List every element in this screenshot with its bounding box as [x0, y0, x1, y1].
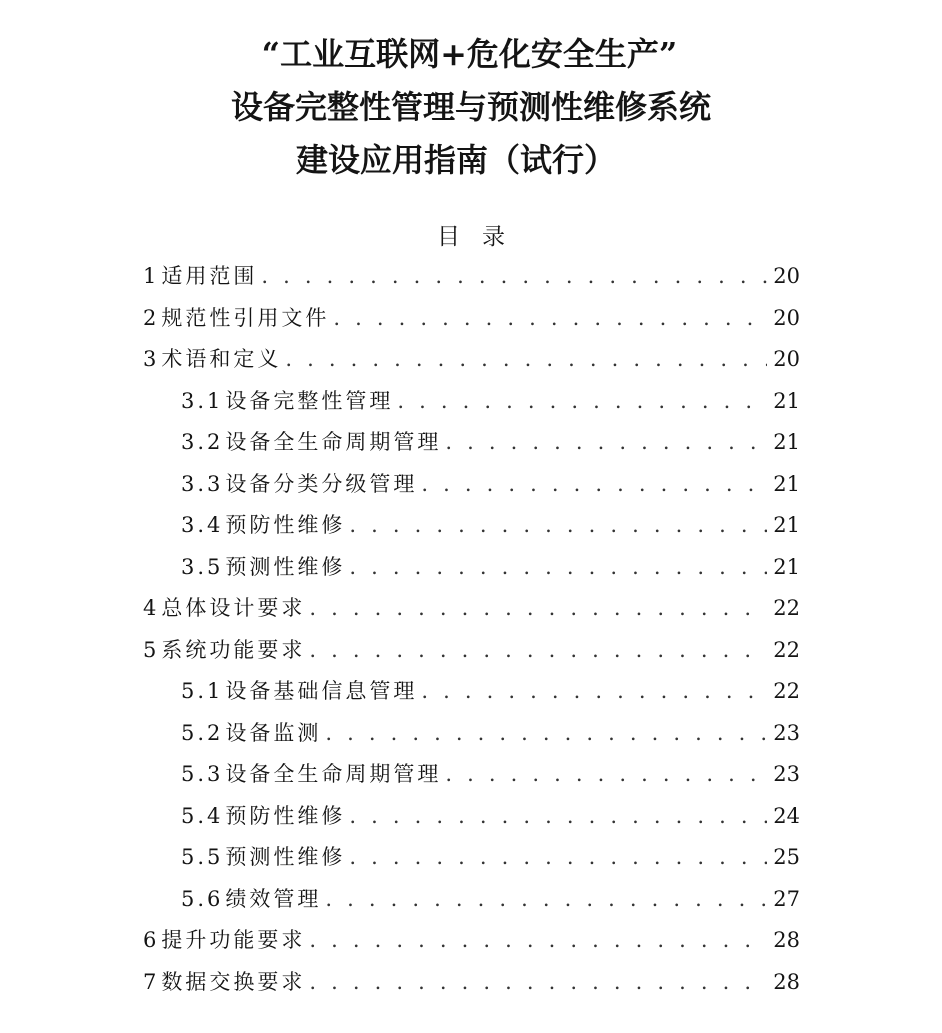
toc-page-number: 24: [773, 803, 800, 828]
dot-leader: [325, 879, 767, 921]
dot-leader: [309, 588, 767, 630]
toc-entry-number: 3.5: [181, 554, 224, 579]
toc-entry-number: 1: [143, 264, 160, 288]
toc-entry[interactable]: [143, 381, 800, 423]
toc-entry-label: 术语和定义: [161, 347, 282, 371]
toc-entry[interactable]: [143, 298, 800, 340]
toc-entry-number: 5: [143, 637, 160, 662]
toc-entry-title: [143, 920, 305, 962]
toc-entry-label: 预测性维修: [225, 554, 346, 579]
toc-entry-title: [143, 339, 281, 381]
toc-page-number: 21: [773, 430, 800, 454]
toc-entry-number: 3.2: [181, 430, 224, 454]
title-line-2: 设备完整性管理与预测性维修系统: [230, 88, 711, 126]
toc-page-number: 22: [773, 679, 800, 703]
toc-entry-label: 系统功能要求: [161, 637, 306, 662]
toc-entry-number: 3: [143, 347, 160, 371]
toc-entry-number: 6: [143, 928, 160, 952]
toc-entry-label: 预防性维修: [225, 513, 346, 537]
toc-entry-number: 3.1: [181, 388, 224, 413]
title-line-1: “工业互联网+危化安全生产”: [261, 35, 678, 73]
toc-page-number: 27: [773, 886, 800, 911]
toc-entry-title: [181, 879, 321, 921]
toc-page-number: 22: [773, 596, 800, 620]
toc-entry-title: [143, 962, 305, 1004]
dot-leader: [445, 754, 767, 796]
toc-entry-title: [143, 298, 329, 340]
toc-entry[interactable]: [143, 464, 800, 506]
toc-entry-label: 预测性维修: [225, 845, 346, 869]
toc-entry-title: [181, 547, 345, 589]
toc-entry[interactable]: [143, 713, 800, 755]
toc-entry[interactable]: [143, 754, 800, 796]
toc-entry-number: 5.4: [181, 803, 224, 828]
toc-entry-title: [181, 713, 321, 755]
dot-leader: [325, 713, 767, 755]
toc-entry-number: 4: [143, 596, 160, 620]
toc-heading: 目录: [437, 224, 527, 250]
toc-entry-number: 5.5: [181, 845, 224, 869]
toc-entry-label: 设备基础信息管理: [225, 679, 418, 703]
toc-entry[interactable]: [143, 796, 800, 838]
toc-entry-label: 设备分类分级管理: [225, 471, 418, 496]
table-of-contents: [143, 256, 800, 1003]
toc-entry-number: 5.3: [181, 762, 224, 786]
toc-entry-title: [143, 588, 305, 630]
toc-entry-title: [181, 505, 345, 547]
toc-entry-number: 3.3: [181, 471, 224, 496]
dot-leader: [421, 464, 767, 506]
dot-leader: [309, 962, 767, 1004]
dot-leader: [333, 298, 767, 340]
dot-leader: [445, 422, 767, 464]
toc-entry[interactable]: [143, 505, 800, 547]
toc-entry[interactable]: [143, 920, 800, 962]
dot-leader: [285, 339, 767, 381]
dot-leader: [349, 796, 767, 838]
toc-entry-label: 适用范围: [161, 264, 258, 288]
toc-page-number: 20: [773, 264, 800, 288]
dot-leader: [309, 630, 767, 672]
toc-page-number: 23: [773, 720, 800, 745]
toc-entry[interactable]: [143, 837, 800, 879]
toc-page-number: 21: [773, 513, 800, 537]
toc-entry-number: 5.6: [181, 886, 224, 911]
dot-leader: [349, 505, 767, 547]
toc-page-number: 23: [773, 762, 800, 786]
toc-entry-label: 规范性引用文件: [161, 305, 330, 330]
toc-entry-label: 设备监测: [225, 720, 322, 745]
toc-page-number: 21: [773, 388, 800, 413]
toc-entry-title: [181, 837, 345, 879]
toc-entry-title: [143, 256, 257, 298]
title-line-3: 建设应用指南（试行）: [295, 141, 616, 179]
toc-entry-label: 设备全生命周期管理: [225, 762, 442, 786]
toc-page-number: 20: [773, 347, 800, 371]
toc-entry-title: [181, 381, 393, 423]
toc-page-number: 21: [773, 554, 800, 579]
toc-entry[interactable]: [143, 547, 800, 589]
toc-entry[interactable]: [143, 879, 800, 921]
dot-leader: [421, 671, 767, 713]
dot-leader: [349, 837, 767, 879]
toc-entry[interactable]: [143, 422, 800, 464]
toc-page-number: 25: [773, 845, 800, 869]
toc-entry-title: [181, 671, 417, 713]
toc-entry-number: 3.4: [181, 513, 224, 537]
toc-entry[interactable]: [143, 256, 800, 298]
toc-entry-title: [143, 630, 305, 672]
toc-entry[interactable]: [143, 630, 800, 672]
dot-leader: [397, 381, 767, 423]
toc-entry-label: 数据交换要求: [161, 969, 306, 994]
toc-entry[interactable]: [143, 671, 800, 713]
dot-leader: [309, 920, 767, 962]
dot-leader: [261, 256, 767, 298]
toc-entry-number: 5.2: [181, 720, 224, 745]
toc-entry-number: 7: [143, 969, 160, 994]
document-title: [0, 28, 942, 187]
toc-entry-title: [181, 464, 417, 506]
toc-page-number: 28: [773, 928, 800, 952]
toc-entry-title: [181, 796, 345, 838]
toc-entry[interactable]: [143, 339, 800, 381]
toc-entry-number: 2: [143, 305, 160, 330]
toc-entry-label: 绩效管理: [225, 886, 322, 911]
toc-page-number: 20: [773, 305, 800, 330]
toc-entry[interactable]: [143, 962, 800, 1004]
toc-entry-title: [181, 754, 441, 796]
toc-entry-title: [181, 422, 441, 464]
toc-entry-label: 预防性维修: [225, 803, 346, 828]
toc-entry-label: 提升功能要求: [161, 928, 306, 952]
toc-page-number: 28: [773, 969, 800, 994]
toc-page-number: 22: [773, 637, 800, 662]
toc-entry-number: 5.1: [181, 679, 224, 703]
toc-entry-label: 设备完整性管理: [225, 388, 394, 413]
toc-entry-label: 设备全生命周期管理: [225, 430, 442, 454]
toc-page-number: 21: [773, 471, 800, 496]
toc-entry[interactable]: [143, 588, 800, 630]
dot-leader: [349, 547, 767, 589]
toc-entry-label: 总体设计要求: [161, 596, 306, 620]
